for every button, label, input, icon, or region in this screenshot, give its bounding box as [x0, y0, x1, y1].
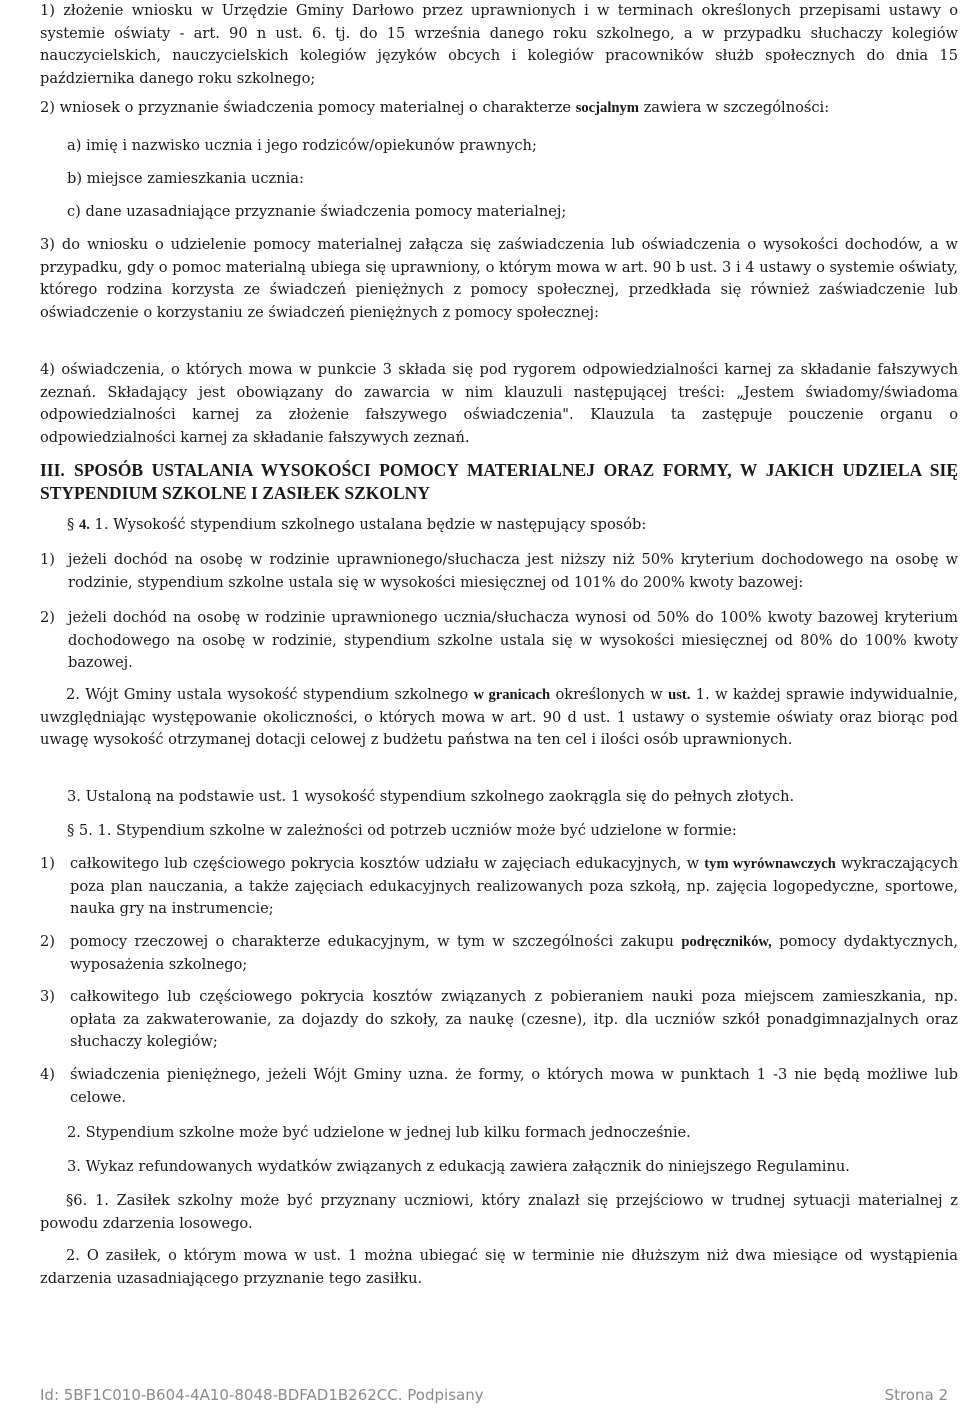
item-1-text: 1) złożenie wniosku w Urzędzie Gminy Darłowo przez uprawnionych i w terminach określonych przepisami ustawy o systemie oświaty - art. 90 n ust. 6. tj. do 15 września danego roku szkolnego, a w przypadku słuchaczy kolegiów nauczycielskich, nauczycielskich kolegiów języków obcych i kolegiów pracowników służb społecznych do dnia 15 października danego roku szkolnego; [40, 2, 958, 87]
par5-point-3-number: 3) [40, 988, 55, 1005]
footer-document-id: Id: 5BF1C010-B604-4A10-8048-BDFAD1B262CC. Podpisany [40, 1386, 484, 1404]
par4-ust2-text-mid: określonych w [550, 686, 669, 703]
par4-point-2-text: jeżeli dochód na osobę w rodzinie uprawnionego ucznia/słuchacza wynosi od 50% do 100% kwoty bazowej kryterium dochodowego na osobę w rodzinie, stypendium szkolne ustala się w wysokości miesięcznej od 80% do 100% kwoty bazowej. [68, 609, 958, 671]
par4-number: 4. [78, 517, 90, 533]
par5-point-2-number: 2) [40, 933, 55, 950]
par5-point-2-bold: podręczników, [681, 934, 772, 950]
par4-ust2-text: 2. Wójt Gminy ustala wysokość stypendium szkolnego [66, 686, 474, 703]
item-2a-text: a) imię i nazwisko ucznia i jego rodziców/opiekunów prawnych; [67, 137, 537, 154]
paragraph-par5-ust2 [67, 1122, 957, 1145]
paragraph-par4-ust3 [67, 786, 957, 809]
paragraph-item-2 [40, 97, 958, 120]
par4-point-1-number: 1) [40, 551, 55, 568]
par5-ust1-text: § 5. 1. Stypendium szkolne w zależności od potrzeb uczniów może być udzielone w formie: [67, 822, 737, 839]
par5-point-4-text: świadczenia pieniężnego, jeżeli Wójt Gminy uzna. że formy, o których mowa w punktach 1 -3 nie będą możliwe lub celowe. [70, 1066, 958, 1106]
par4-ust2-bold-1: w granicach [473, 687, 551, 703]
par5-point-1-text-end: wykraczających poza plan nauczania, a także zajęciach edukacyjnych realizowanych poza szkołą, np. zajęcia logopedyczne, sportowe, nauka gry na instrumencie; [70, 855, 958, 917]
par4-point-2-number: 2) [40, 609, 55, 626]
par5-point-3 [40, 986, 958, 1054]
section-title: SPOSÓB USTALANIA WYSOKOŚCI POMOCY MATERIALNEJ ORAZ FORMY, W JAKICH UDZIELA SIĘ STYPENDIUM SZKOLNE I ZASIŁEK SZKOLNY [40, 460, 958, 503]
par4-point-1 [40, 549, 958, 594]
par5-point-3-text: całkowitego lub częściowego pokrycia kosztów związanych z pobieraniem nauki poza miejscem zamieszkania, np. opłata za zakwaterowanie, za dojazdy do szkoły, za naukę (czesne), itp. dla uczniów szkół ponadgimnazjalnych oraz słuchaczy kolegiów; [70, 988, 958, 1050]
section-heading [40, 459, 958, 505]
paragraph-par4-ust1 [67, 514, 957, 537]
par5-point-4 [40, 1064, 958, 1109]
item-2-bold: socjalnym [575, 100, 639, 116]
par5-point-1-bold: tym wyrównawczych [704, 856, 836, 872]
paragraph-par6-ust1 [40, 1190, 958, 1235]
par5-point-1-number: 1) [40, 855, 55, 872]
paragraph-item-1 [40, 0, 958, 90]
paragraph-sign: § [67, 516, 75, 533]
par5-point-2-text: pomocy rzeczowej o charakterze edukacyjnym, w tym w szczególności zakupu [70, 933, 682, 950]
paragraph-item-2b [67, 168, 957, 191]
paragraph-item-3 [40, 234, 958, 324]
item-2-text-end: zawiera w szczególności: [638, 99, 830, 116]
par5-point-2 [40, 931, 958, 976]
par5-point-1 [40, 853, 958, 921]
paragraph-item-2c [67, 201, 957, 224]
par5-ust2-text: 2. Stypendium szkolne może być udzielone w jednej lub kilku formach jednocześnie. [67, 1124, 691, 1141]
item-3-text: 3) do wniosku o udzielenie pomocy materialnej załącza się zaświadczenia lub oświadczenia o wysokości dochodów, a w przypadku, gdy o pomoc materialną ubiega się uprawniony, o którym mowa w art. 90 b ust. 3 i 4 ustawy o systemie oświaty, którego rodzina korzysta ze świadczeń pieniężnych z pomocy społecznej, przedkłada się również zaświadczenie lub oświadczenie o korzystaniu ze świadczeń pieniężnych z pomocy społecznej: [40, 236, 958, 321]
par4-point-2 [40, 607, 958, 675]
par6-ust2-text: 2. O zasiłek, o którym mowa w ust. 1 można ubiegać się w terminie nie dłuższym niż dwa miesiące od wystąpienia zdarzenia uzasadniającego przyznanie tego zasiłku. [40, 1247, 958, 1287]
par4-point-1-text: jeżeli dochód na osobę w rodzinie uprawnionego/słuchacza jest niższy niż 50% kryterium dochodowego na osobę w rodzinie, stypendium szkolne ustala się w wysokości miesięcznej od 101% do 200% kwoty bazowej: [68, 551, 958, 591]
paragraph-par6-ust2 [40, 1245, 958, 1290]
paragraph-par5-ust3 [67, 1156, 957, 1179]
paragraph-par5-ust1 [67, 820, 957, 843]
footer-page-number: Strona 2 [884, 1386, 948, 1404]
par5-point-4-number: 4) [40, 1066, 55, 1083]
par4-ust2-text-end: 1. w każdej sprawie indywidualnie, uwzględniając występowanie okoliczności, o których mowa w art. 90 d ust. 1 ustawy o systemie oświaty oraz biorąc pod uwagę wysokość otrzymanej dotacji celowej z budżetu państwa na ten cel i ilości osób uprawnionych. [40, 686, 958, 748]
item-4-text: 4) oświadczenia, o których mowa w punkcie 3 składa się pod rygorem odpowiedzialności karnej za składanie fałszywych zeznań. Składający jest obowiązany do zawarcia w nim klauzuli następującej treści: „Jestem świadomy/świadoma odpowiedzialności karnej za złożenie fałszywego oświadczenia". Klauzula ta zastępuje pouczenie organu o odpowiedzialności karnej za składanie fałszywych zeznań. [40, 361, 958, 446]
par5-point-2-body [70, 931, 958, 976]
paragraph-item-4 [40, 359, 958, 449]
par5-ust3-text: 3. Wykaz refundowanych wydatków związanych z edukacją zawiera załącznik do niniejszego Regulaminu. [67, 1158, 850, 1175]
paragraph-par4-ust2 [40, 684, 958, 752]
section-roman-numeral: III. [40, 460, 65, 480]
item-2b-text: b) miejsce zamieszkania ucznia: [67, 170, 304, 187]
par6-ust1-text: §6. 1. Zasiłek szkolny może być przyznany uczniowi, który znalazł się przejściowo w trudnej sytuacji materialnej z powodu zdarzenia losowego. [40, 1192, 958, 1232]
par5-point-1-text: całkowitego lub częściowego pokrycia kosztów udziału w zajęciach edukacyjnych, w [70, 855, 705, 872]
par4-ust2-bold-2: ust. [668, 687, 691, 703]
par5-point-2-text-end: pomocy dydaktycznych, wyposażenia szkolnego; [70, 933, 958, 973]
item-2-text: 2) wniosek o przyznanie świadczenia pomocy materialnej o charakterze [40, 99, 576, 116]
par4-ust1-text: 1. Wysokość stypendium szkolnego ustalana będzie w następujący sposób: [94, 516, 647, 533]
par4-ust3-text: 3. Ustaloną na podstawie ust. 1 wysokość stypendium szkolnego zaokrągla się do pełnych złotych. [67, 788, 795, 805]
paragraph-item-2a [67, 135, 957, 158]
item-2c-text: c) dane uzasadniające przyznanie świadczenia pomocy materialnej; [67, 203, 567, 220]
par5-point-1-body [70, 853, 958, 921]
